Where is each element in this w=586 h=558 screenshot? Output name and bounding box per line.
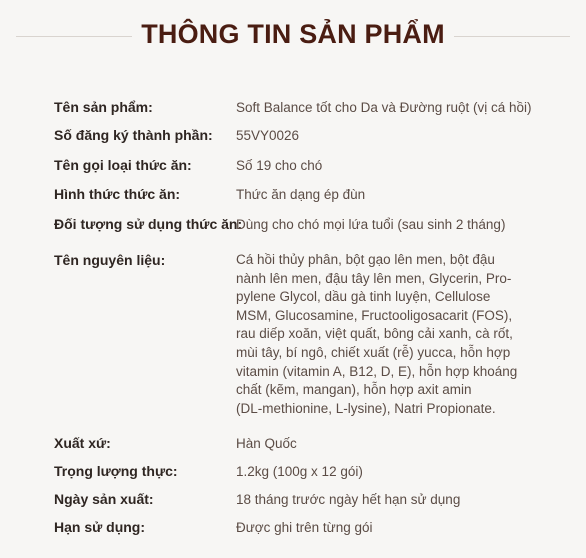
product-name-value: Soft Balance tốt cho Da và Đường ruột (vị cá hồi) <box>236 100 532 115</box>
origin-value: Hàn Quốc <box>236 436 297 451</box>
ingredients-line: chất (kẽm, mangan), hỗn hợp axit amin <box>236 382 472 398</box>
ingredients-line: Cá hồi thủy phân, bột gạo lên men, bột đậu <box>236 252 495 267</box>
title-divider-left <box>16 36 132 37</box>
target-user-label: Đối tượng sử dụng thức ăn: <box>54 216 243 232</box>
ingredients-line: mùi tây, bí ngô, chiết xuất (rễ) yucca, hỗn hợp <box>236 344 511 360</box>
feed-form-label: Hình thức thức ăn: <box>54 186 181 202</box>
ingredients-line: MSM, Glucosamine, Fructooligosacarit (FOS), <box>236 307 513 323</box>
origin-label: Xuất xứ: <box>54 435 111 451</box>
expiry-label: Hạn sử dụng: <box>54 519 146 535</box>
title-divider-right <box>454 36 570 37</box>
manufacture-date-label: Ngày sản xuất: <box>54 491 154 507</box>
ingredients-line: pylene Glycol, dầu gà tinh luyện, Cellulose <box>236 289 491 305</box>
expiry-value: Được ghi trên từng gói <box>236 520 373 535</box>
manufacture-date-value: 18 tháng trước ngày hết hạn sử dụng <box>236 492 461 507</box>
net-weight-label: Trọng lượng thực: <box>54 463 178 479</box>
feed-type-value: Số 19 cho chó <box>236 158 323 173</box>
ingredients-line: (DL-methionine, L-lysine), Natri Propionate. <box>236 400 496 416</box>
target-user-value: Dùng cho chó mọi lứa tuổi (sau sinh 2 tháng) <box>236 217 506 232</box>
ingredients-value <box>236 251 536 418</box>
page-title: THÔNG TIN SẢN PHẨM <box>141 19 445 49</box>
ingredients-line: rau diếp xoăn, việt quất, bông cải xanh, cà rốt, <box>236 326 513 342</box>
ingredients-line: nành lên men, đậu tây lên men, Glycerin, Pro- <box>236 270 512 286</box>
registration-number-label: Số đăng ký thành phần: <box>54 127 213 143</box>
feed-form-value: Thức ăn dạng ép đùn <box>236 187 366 202</box>
product-name-label: Tên sản phẩm: <box>54 99 153 115</box>
registration-number-value: 55VY0026 <box>236 128 300 143</box>
ingredients-label: Tên nguyên liệu: <box>54 252 166 268</box>
ingredients-line: vitamin (vitamin A, B12, D, E), hỗn hợp khoáng <box>236 363 518 379</box>
header <box>0 0 586 78</box>
net-weight-value: 1.2kg (100g x 12 gói) <box>236 464 363 479</box>
feed-type-label: Tên gọi loại thức ăn: <box>54 157 192 173</box>
